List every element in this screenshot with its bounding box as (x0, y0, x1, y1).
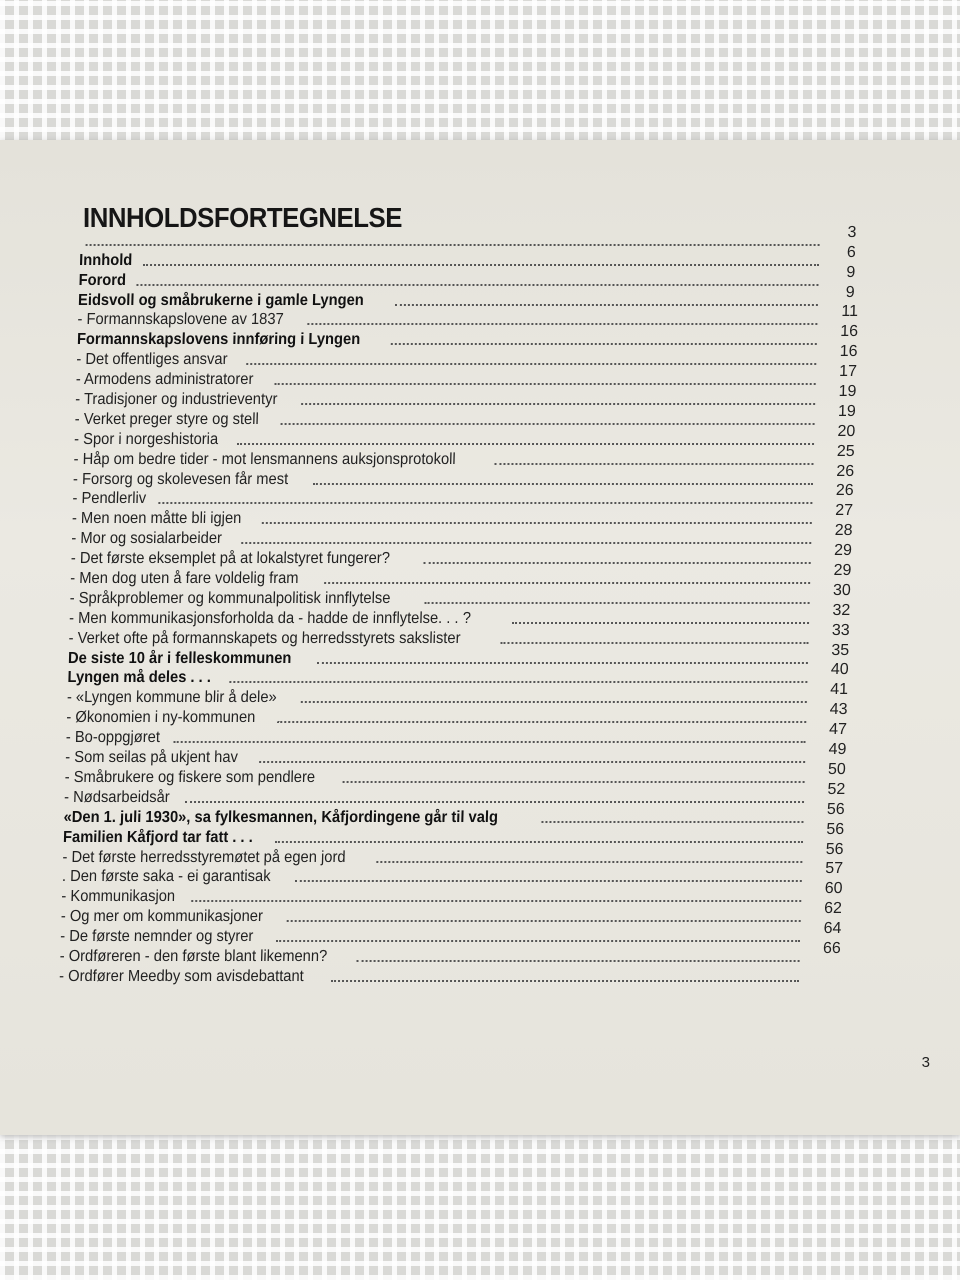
toc-entry-title: - Som seilas på ukjent hav (65, 749, 239, 767)
toc-entry-page: 9 (845, 283, 855, 301)
toc-entry (0, 966, 939, 986)
toc-entry-title: - De første nemnder og styrer (60, 928, 254, 946)
toc-entry (0, 402, 955, 429)
toc-entry-title: Familien Kåfjord tar fatt . . . (62, 828, 254, 846)
dot-leader (376, 861, 802, 863)
toc-entry-page: 20 (837, 422, 856, 440)
table-of-contents (0, 223, 960, 986)
dot-leader (317, 662, 808, 664)
dot-leader (259, 761, 805, 763)
toc-entry (0, 920, 941, 946)
toc-entry (0, 641, 948, 668)
toc-entry-page: 11 (841, 303, 859, 321)
toc-entry-page: 19 (838, 383, 857, 401)
toc-entry-page: 32 (832, 601, 851, 619)
toc-entry-page: 16 (840, 323, 859, 341)
toc-entry-page: 27 (835, 502, 854, 520)
dot-leader (394, 304, 817, 306)
toc-entry-title: «Den 1. juli 1930», sa fylkesmannen, Kåfjordingene går til valg (63, 808, 499, 826)
toc-entry-page: 16 (839, 343, 858, 361)
toc-entry-title: - Men kommunikasjonsforholda da - hadde de innflytelse. . . ? (68, 609, 472, 627)
toc-entry-page: 3 (847, 223, 857, 241)
toc-entry-page: 25 (836, 442, 855, 460)
toc-entry (0, 283, 958, 310)
dot-leader (174, 741, 806, 743)
toc-entry (0, 542, 951, 568)
toc-entry-page: 6 (846, 243, 857, 261)
toc-entry-page: 62 (823, 900, 843, 918)
dot-leader (241, 542, 811, 544)
toc-entry (0, 581, 950, 608)
dot-leader (262, 522, 812, 524)
toc-entry (0, 760, 945, 787)
dot-leader (143, 264, 819, 266)
toc-entry-title: - Pendlerliv (72, 490, 147, 508)
dot-leader (286, 920, 800, 922)
dot-leader (542, 821, 804, 823)
toc-entry-title: - Formannskapslovene av 1837 (77, 311, 284, 329)
toc-entry-page: 30 (832, 581, 852, 599)
toc-entry-page: 60 (824, 880, 843, 898)
toc-entry-page: 43 (829, 701, 848, 719)
toc-entry-page: 56 (826, 800, 845, 818)
toc-entry-title: - Verket ofte på formannskapets og herredsstyrets sakslister (68, 629, 461, 647)
toc-entry-title: Lyngen må deles . . . (67, 669, 212, 687)
dot-leader (343, 781, 805, 783)
toc-entry-page: 57 (825, 860, 844, 878)
toc-entry-title: - Armodens administratorer (75, 371, 254, 389)
toc-entry (0, 562, 951, 588)
toc-entry (0, 343, 957, 369)
dot-leader (136, 284, 819, 286)
toc-entry-title: - Spor i norgeshistoria (73, 430, 219, 448)
dot-leader (423, 562, 810, 564)
toc-entry (0, 939, 940, 966)
toc-entry (0, 263, 959, 290)
toc-entry-title: - Men noen måtte bli igjen (71, 510, 242, 528)
toc-entry (0, 462, 953, 489)
toc-entry-page: 52 (827, 780, 846, 798)
toc-entry (0, 621, 949, 648)
dot-leader (246, 363, 816, 365)
toc-entry (0, 681, 947, 707)
dot-leader (301, 701, 807, 703)
book-page (0, 140, 960, 1135)
toc-entry-title: - Bo-oppgjøret (65, 729, 161, 747)
dot-leader (229, 681, 807, 683)
dot-leader (158, 502, 812, 504)
toc-entry-page: 9 (846, 263, 856, 281)
toc-entry-page: 56 (825, 840, 844, 858)
toc-entry-title: Formannskapslovens innføring i Lyngen (76, 331, 361, 349)
toc-entry (0, 482, 953, 509)
page-number: 3 (921, 1054, 930, 1071)
toc-entry (0, 422, 954, 449)
toc-entry-title: - Det første herredsstyremøtet på egen jord (62, 848, 346, 866)
toc-entry-title: - Verket preger styre og stell (74, 410, 260, 428)
toc-entry-page: 28 (834, 522, 853, 540)
toc-entry-page: 47 (828, 721, 848, 739)
toc-entry (0, 601, 949, 628)
toc-entry-title: Innhold (78, 251, 133, 269)
toc-entry-page: 33 (831, 621, 850, 639)
dot-leader (86, 244, 820, 246)
dot-leader (512, 622, 809, 624)
toc-entry-title: - Språkproblemer og kommunalpolitisk innflytelse (69, 589, 391, 607)
dot-leader (278, 721, 807, 723)
toc-entry-page: 26 (836, 462, 855, 480)
toc-entry (0, 840, 943, 867)
toc-entry-title: - Og mer om kommunikasjoner (60, 908, 264, 926)
toc-entry (0, 701, 947, 727)
dot-leader (185, 801, 804, 803)
page-title: INNHOLDSFORTEGNELSE (83, 202, 402, 233)
toc-entry (0, 741, 946, 767)
toc-entry-page: 56 (826, 820, 845, 838)
toc-entry-title: - Kommunikasjon (61, 888, 176, 906)
toc-entry-page: 40 (830, 661, 849, 679)
dot-leader (356, 960, 799, 962)
dot-leader (307, 323, 817, 325)
toc-entry (0, 383, 956, 409)
toc-entry-title: - Det offentliges ansvar (76, 351, 228, 369)
toc-entry-title: . Den første saka - ei garantisak (61, 868, 271, 886)
toc-entry-page: 49 (828, 741, 847, 759)
dot-leader (276, 940, 800, 942)
toc-entry-page: 29 (833, 562, 852, 580)
toc-entry-title: - Mor og sosialarbeider (71, 530, 223, 548)
toc-entry-page: 17 (838, 363, 858, 381)
toc-entry-page: 64 (823, 920, 842, 938)
toc-entry-title: - Tradisjoner og industrieventyr (75, 391, 278, 409)
dot-leader (391, 343, 817, 345)
toc-entry-page: 29 (833, 542, 853, 560)
dot-leader (281, 423, 815, 425)
dot-leader (275, 841, 803, 843)
toc-entry-title: - «Lyngen kommune blir å dele» (66, 689, 277, 707)
toc-entry (0, 820, 943, 847)
toc-entry-title: - Det første eksemplet på at lokalstyret fungerer? (70, 550, 391, 568)
toc-entry-title: Forord (78, 271, 127, 289)
toc-entry (0, 522, 952, 548)
toc-entry-title: - Nødsarbeidsår (63, 788, 170, 806)
toc-entry-page: 66 (822, 939, 842, 957)
dot-leader (237, 443, 815, 445)
toc-entry-title: Eidsvoll og småbrukerne i gamle Lyngen (77, 291, 365, 309)
toc-entry-title: - Ordføreren - den første blant likemenn? (59, 947, 328, 965)
toc-entry (0, 243, 959, 270)
toc-entry (0, 442, 954, 469)
toc-entry-page: 35 (831, 641, 850, 659)
toc-entry-title: - Økonomien i ny-kommunen (66, 709, 256, 727)
toc-entry (0, 323, 957, 349)
toc-entry-title: - Ordfører Meedby som avisdebattant (58, 967, 305, 985)
toc-entry-title: De siste 10 år i felleskommunen (67, 649, 292, 667)
toc-entry (0, 800, 944, 827)
toc-entry (0, 860, 942, 887)
dot-leader (191, 900, 801, 902)
toc-entry (0, 223, 960, 250)
toc-entry-page: 50 (827, 760, 847, 778)
dot-leader (324, 582, 810, 584)
toc-entry (0, 303, 958, 330)
toc-entry (0, 502, 952, 528)
toc-entry (0, 900, 941, 926)
dot-leader (301, 403, 815, 405)
dot-leader (275, 383, 816, 385)
toc-entry-title: - Småbrukere og fiskere som pendlere (64, 768, 316, 786)
toc-entry-page: 26 (835, 482, 854, 500)
dot-leader (295, 880, 802, 882)
toc-entry-page: 41 (830, 681, 849, 699)
dot-leader (495, 463, 814, 465)
dot-leader (424, 602, 809, 604)
dot-leader (500, 642, 808, 644)
toc-entry (0, 780, 944, 807)
toc-entry-title: - Forsorg og skolevesen får mest (72, 470, 289, 488)
dot-leader (331, 980, 799, 982)
toc-entry-title: - Men dog uten å fare voldelig fram (70, 570, 299, 588)
toc-entry (0, 661, 948, 688)
toc-entry (0, 363, 956, 389)
dot-leader (313, 483, 813, 485)
toc-entry-title: - Håp om bedre tider - mot lensmannens auksjonsprotokoll (73, 450, 456, 468)
toc-entry (0, 721, 946, 747)
toc-entry-page: 19 (837, 402, 857, 420)
toc-entry (0, 880, 942, 906)
